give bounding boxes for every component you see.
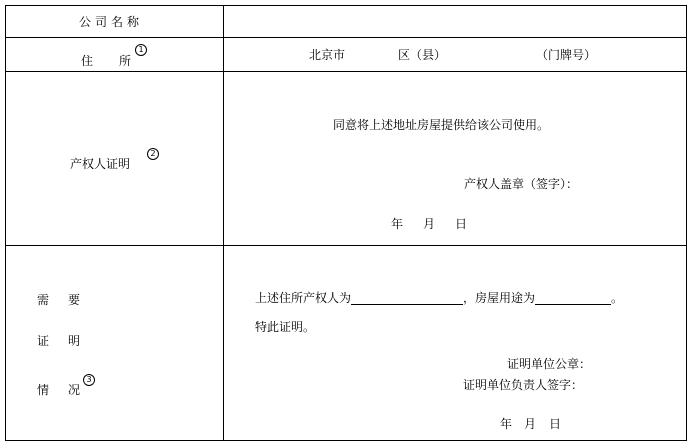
owner-statement-line <box>255 291 623 305</box>
situation-label-char1: 需 <box>37 293 50 307</box>
owner-date-year: 年 <box>391 217 404 231</box>
unit-date-year: 年 <box>500 417 513 431</box>
house-usage-blank[interactable] <box>535 292 611 305</box>
certify-text: 特此证明。 <box>255 320 316 334</box>
address-city: 北京市 <box>309 48 346 62</box>
address-label-char1: 住 <box>81 54 94 68</box>
situation-label-char5: 情 <box>37 383 50 397</box>
unit-seal-label: 证明单位公章： <box>507 357 592 371</box>
footnote-marker-1: 1 <box>135 44 147 56</box>
row-divider-2 <box>6 71 686 72</box>
address-door-number: （门牌号） <box>536 48 597 62</box>
situation-label-char4: 明 <box>68 334 81 348</box>
unit-head-sign-label: 证明单位负责人签字： <box>463 378 584 392</box>
statement-part3: 。 <box>611 291 624 305</box>
owner-date-month: 月 <box>423 217 436 231</box>
company-name-value-cell[interactable] <box>224 6 686 37</box>
situation-label-char2: 要 <box>68 293 81 307</box>
address-label-char2: 所 <box>119 54 132 68</box>
footnote-marker-2: 2 <box>147 148 159 160</box>
owner-consent-text: 同意将上述地址房屋提供给该公司使用。 <box>333 118 550 132</box>
row-divider-3 <box>6 245 686 246</box>
owner-seal-label: 产权人盖章（签字）： <box>464 177 579 191</box>
owner-date-day: 日 <box>455 217 468 231</box>
owner-certification-label: 产权人证明 <box>70 157 131 171</box>
row-divider-1 <box>6 37 686 38</box>
situation-label-char3: 证 <box>37 334 50 348</box>
statement-part1: 上述住所产权人为 <box>255 291 352 305</box>
owner-name-blank[interactable] <box>351 292 463 305</box>
unit-date-month: 月 <box>524 417 537 431</box>
company-name-label: 公司名称 <box>79 15 144 29</box>
certification-form-table <box>5 5 687 441</box>
address-district: 区（县） <box>398 48 447 62</box>
footnote-marker-3: 3 <box>83 374 95 386</box>
unit-date-day: 日 <box>549 417 562 431</box>
statement-part2: ，房屋用途为 <box>463 291 536 305</box>
situation-label-char6: 况 <box>68 383 81 397</box>
